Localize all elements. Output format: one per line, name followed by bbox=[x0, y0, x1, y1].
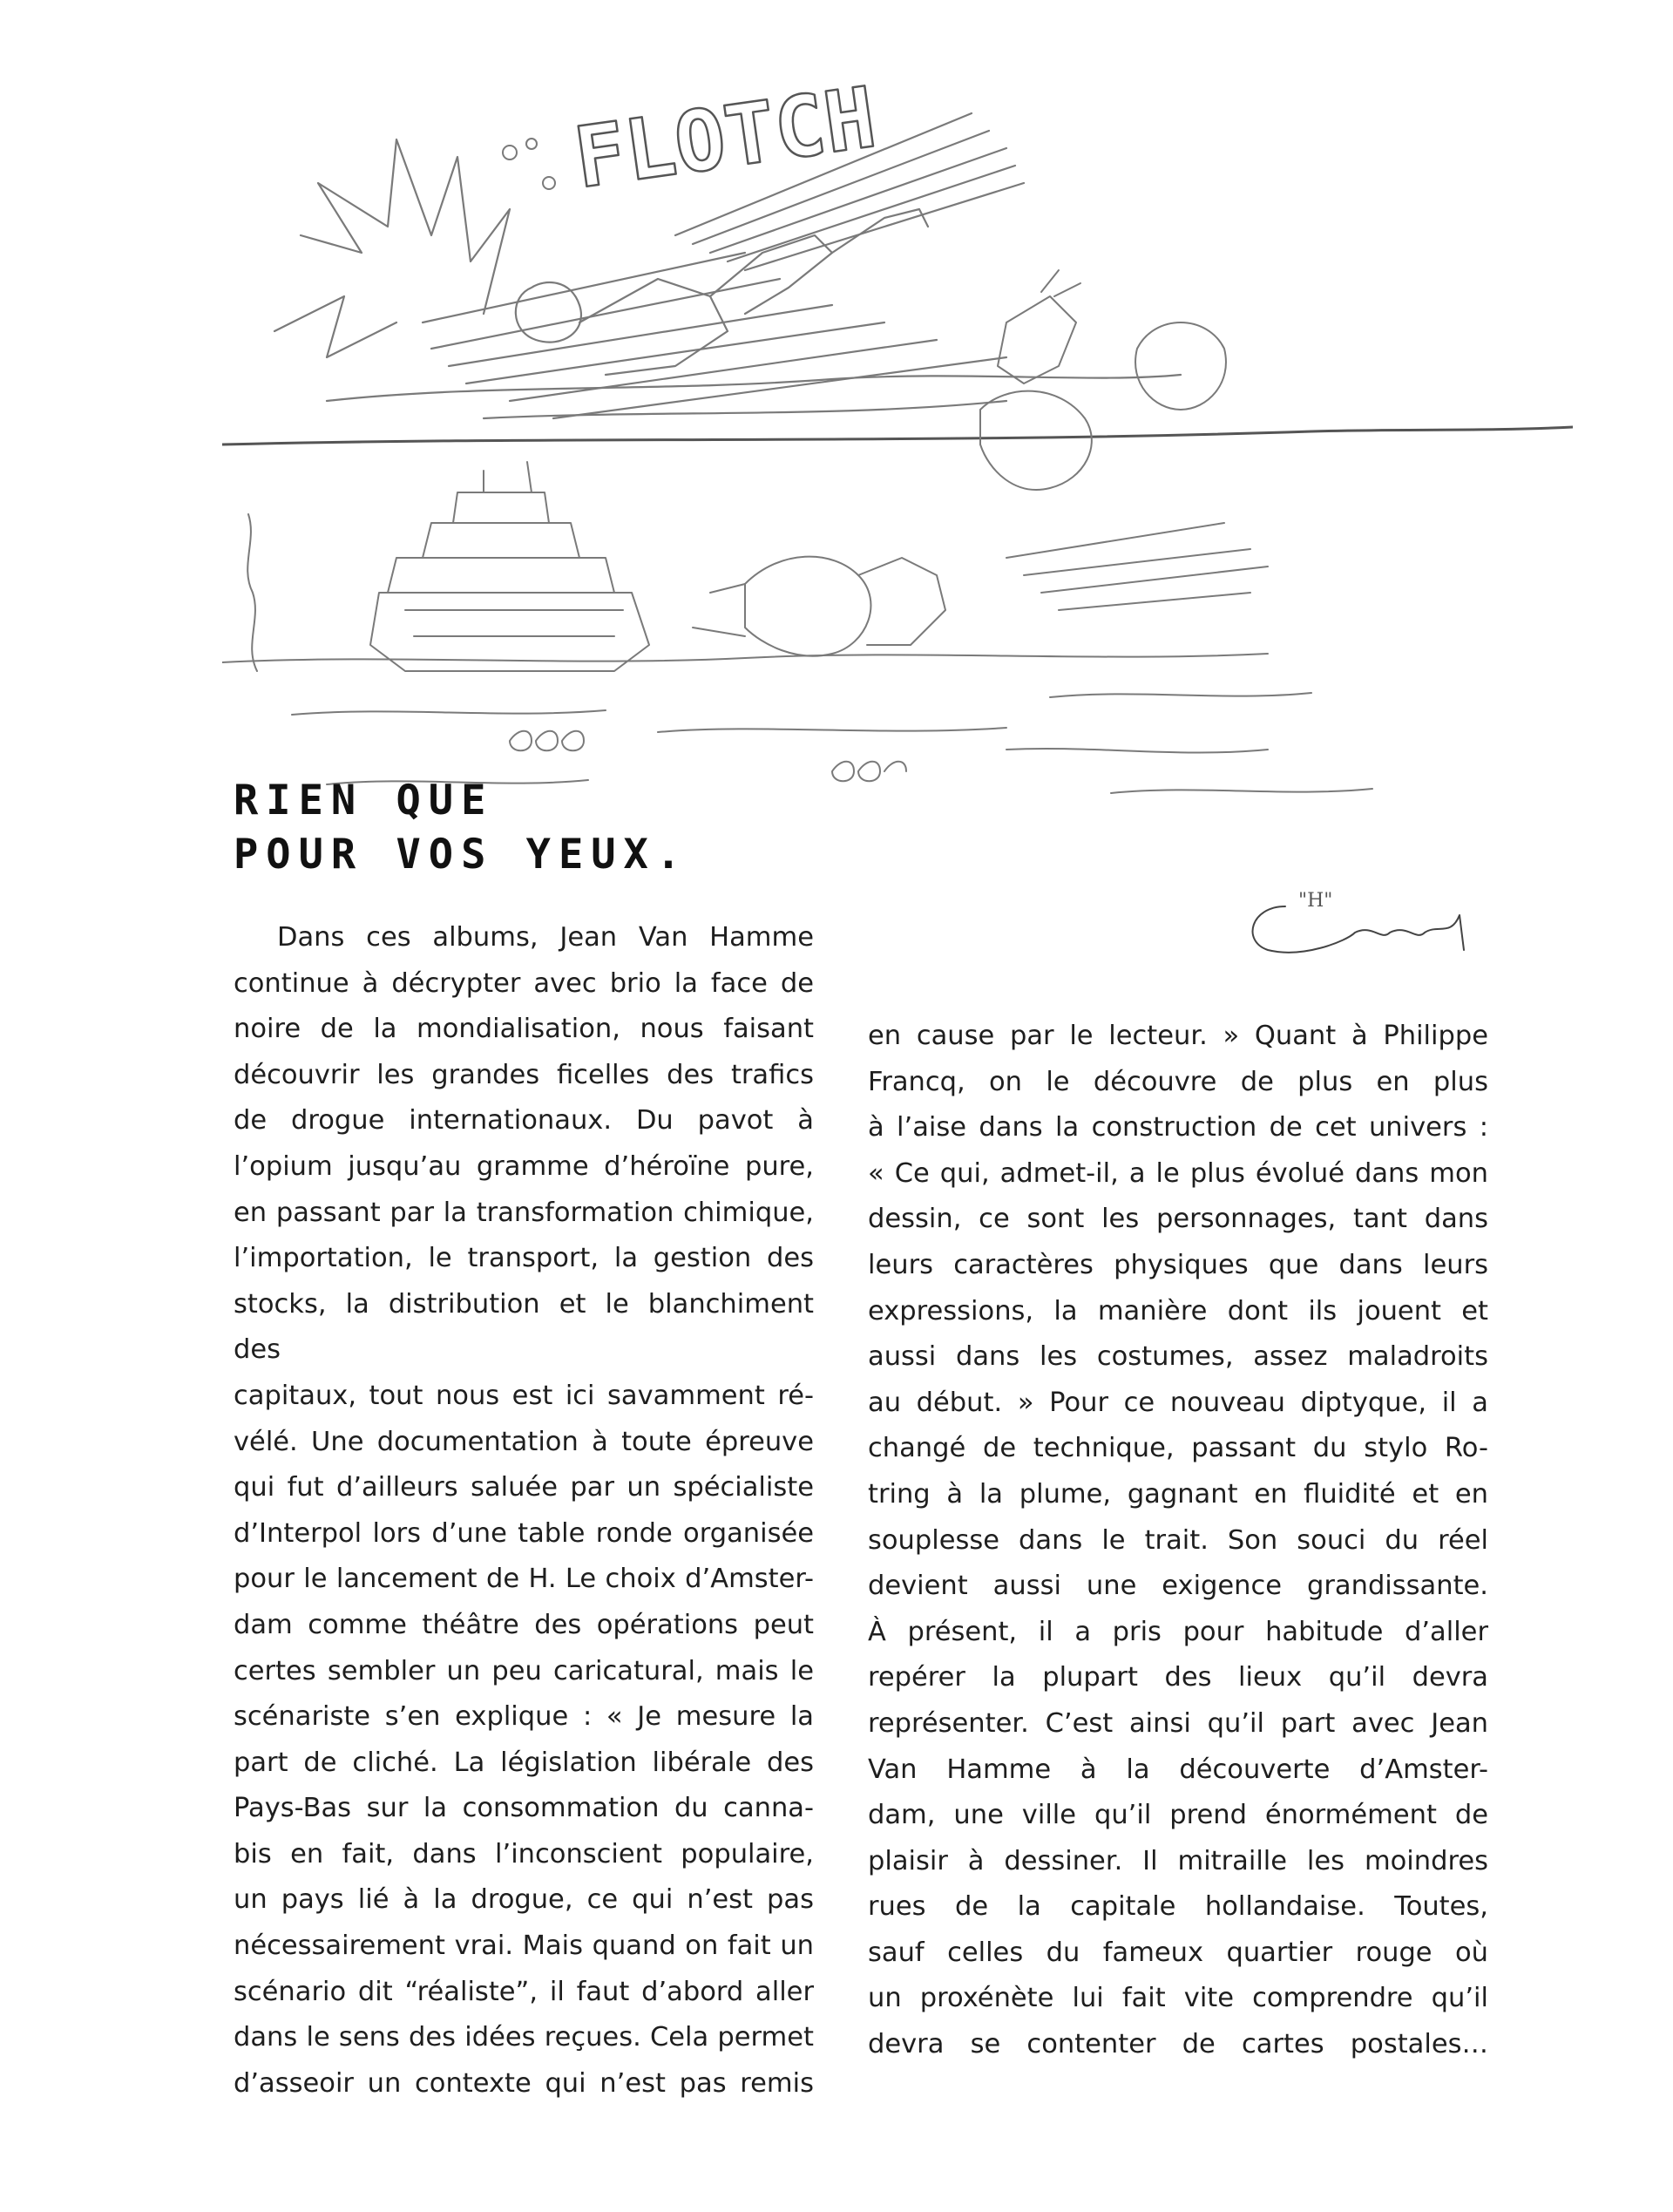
text-line: découvrir les grandes ficelles des trafics bbox=[234, 1059, 814, 1090]
text-line: capitaux, tout nous est ici savamment ré- bbox=[234, 1380, 814, 1411]
text-line: représenter. C’est ainsi qu’il part avec Jean bbox=[868, 1707, 1488, 1739]
heading-line-1: RIEN QUE bbox=[234, 777, 494, 824]
text-line: au début. » Pour ce nouveau diptyque, il a bbox=[868, 1387, 1488, 1418]
text-line: scénario dit “réaliste”, il faut d’abord aller bbox=[234, 1976, 814, 2007]
text-line: repérer la plupart des lieux qu’il devra bbox=[868, 1662, 1488, 1693]
text-line: dans le sens des idées reçues. Cela permet bbox=[234, 2022, 814, 2053]
heading-line-2: POUR VOS YEUX. bbox=[234, 831, 689, 879]
text-line: Dans ces albums, Jean Van Hamme bbox=[277, 922, 814, 953]
text-line: scénariste s’en explique : « Je mesure la bbox=[234, 1701, 814, 1733]
text-line: un pays lié à la drogue, ce qui n’est pas bbox=[234, 1884, 814, 1916]
text-line: Van Hamme à la découverte d’Amster- bbox=[868, 1754, 1488, 1785]
left-text-column bbox=[234, 915, 814, 2107]
text-line: d’Interpol lors d’une table ronde organisée bbox=[234, 1517, 814, 1549]
text-line: qui fut d’ailleurs saluée par un spécialiste bbox=[234, 1472, 814, 1503]
text-line: en cause par le lecteur. » Quant à Philippe bbox=[868, 1021, 1488, 1051]
section-heading bbox=[234, 774, 688, 882]
text-line: À présent, il a pris pour habitude d’aller bbox=[868, 1616, 1488, 1647]
text-line: pour le lancement de H. Le choix d’Amster- bbox=[234, 1564, 814, 1595]
text-line: devient aussi une exigence grandissante. bbox=[868, 1571, 1488, 1602]
text-line: sauf celles du fameux quartier rouge où bbox=[868, 1937, 1488, 1968]
text-line: dessin, ce sont les personnages, tant dans bbox=[868, 1204, 1488, 1235]
text-line: noire de la mondialisation, nous faisant bbox=[234, 1014, 814, 1045]
text-line: certes sembler un peu caricatural, mais le bbox=[234, 1655, 814, 1686]
text-line: dam comme théâtre des opérations peut bbox=[234, 1609, 814, 1640]
text-line: rues de la capitale hollandaise. Toutes, bbox=[868, 1891, 1488, 1923]
artist-signature bbox=[1253, 890, 1464, 953]
text-line: vélé. Une documentation à toute épreuve bbox=[234, 1426, 814, 1457]
svg-text:"H": "H" bbox=[1298, 890, 1333, 912]
text-line: Pays-Bas sur la consommation du canna- bbox=[234, 1793, 814, 1824]
text-line: tring à la plume, gagnant en fluidité et en bbox=[868, 1478, 1488, 1510]
text-line: plaisir à dessiner. Il mitraille les moindres bbox=[868, 1845, 1488, 1876]
text-line: en passant par la transformation chimique, bbox=[234, 1197, 814, 1228]
text-line: souplesse dans le trait. Son souci du réel bbox=[868, 1524, 1488, 1556]
text-line: dam, une ville qu’il prend énormément de bbox=[868, 1800, 1488, 1831]
text-line: expressions, la manière dont ils jouent et bbox=[868, 1295, 1488, 1327]
text-line: d’asseoir un contexte qui n’est pas remis bbox=[234, 2067, 814, 2099]
text-line: devra se contenter de cartes postales… bbox=[868, 2029, 1488, 2060]
text-line: Francq, on le découvre de plus en plus bbox=[868, 1066, 1488, 1097]
right-text-column bbox=[868, 1014, 1488, 2068]
text-line: stocks, la distribution et le blanchiment des bbox=[234, 1288, 814, 1366]
text-line: l’opium jusqu’au gramme d’héroïne pure, bbox=[234, 1150, 814, 1182]
text-line: changé de technique, passant du stylo Ro- bbox=[868, 1433, 1488, 1464]
text-line: nécessairement vrai. Mais quand on fait un bbox=[234, 1930, 814, 1962]
text-line: l’importation, le transport, la gestion des bbox=[234, 1243, 814, 1274]
text-line: un proxénète lui fait vite comprendre qu’il bbox=[868, 1983, 1488, 2014]
text-line: « Ce qui, admet-il, a le plus évolué dans mon bbox=[868, 1157, 1488, 1189]
text-line: part de cliché. La législation libérale des bbox=[234, 1747, 814, 1778]
text-line: de drogue internationaux. Du pavot à bbox=[234, 1105, 814, 1137]
text-line: continue à décrypter avec brio la face de bbox=[234, 967, 814, 999]
text-line: aussi dans les costumes, assez maladroits bbox=[868, 1341, 1488, 1373]
flotch-sound-effect: FLOTCH bbox=[568, 68, 882, 207]
text-line: bis en fait, dans l’inconscient populaire, bbox=[234, 1838, 814, 1869]
text-line: à l’aise dans la construction de cet univers : bbox=[868, 1112, 1488, 1143]
text-line: leurs caractères physiques que dans leurs bbox=[868, 1249, 1488, 1280]
